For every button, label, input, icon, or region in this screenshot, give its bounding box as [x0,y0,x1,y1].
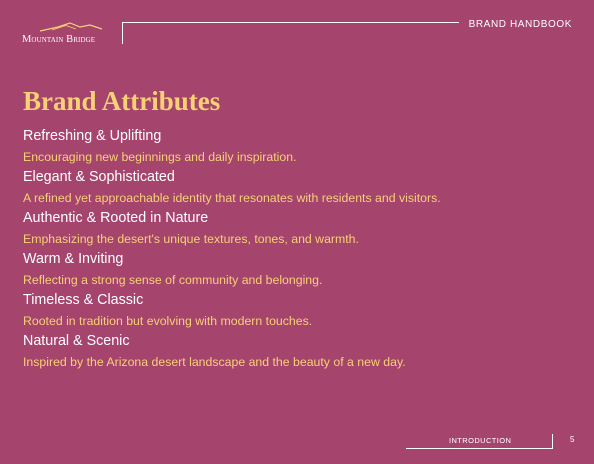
attribute-heading: Refreshing & Uplifting [23,128,162,144]
attribute-heading: Authentic & Rooted in Nature [23,210,209,226]
attribute-item [23,127,583,168]
attribute-description: A refined yet approachable identity that resonates with residents and visitors. [23,191,441,205]
attribute-heading: Timeless & Classic [23,292,144,308]
mountain-icon [40,22,102,32]
attribute-list [23,127,583,373]
attribute-description: Reflecting a strong sense of community and belonging. [23,273,323,287]
footer-rule-tick [552,434,553,449]
footer-section-label: INTRODUCTION [449,436,512,445]
page-title: Brand Attributes [23,86,221,116]
attribute-item [23,291,583,332]
footer-rule [406,448,553,449]
brand-logo [22,22,118,48]
attribute-heading: Natural & Scenic [23,333,130,349]
attribute-item [23,209,583,250]
page-number: 5 [570,435,575,444]
header-rule-tick [122,22,123,44]
header-rule [122,22,459,23]
document-label: BRAND HANDBOOK [468,19,572,30]
logo-wordmark: Mountain Bridge [22,34,96,45]
attribute-item [23,250,583,291]
attribute-description: Rooted in tradition but evolving with modern touches. [23,314,313,328]
attribute-description: Emphasizing the desert's unique textures, tones, and warmth. [23,232,359,246]
attribute-description: Encouraging new beginnings and daily inspiration. [23,150,297,164]
attribute-item [23,332,583,373]
attribute-heading: Warm & Inviting [23,251,124,267]
attribute-description: Inspired by the Arizona desert landscape and the beauty of a new day. [23,355,406,369]
attribute-heading: Elegant & Sophisticated [23,169,175,185]
attribute-item [23,168,583,209]
